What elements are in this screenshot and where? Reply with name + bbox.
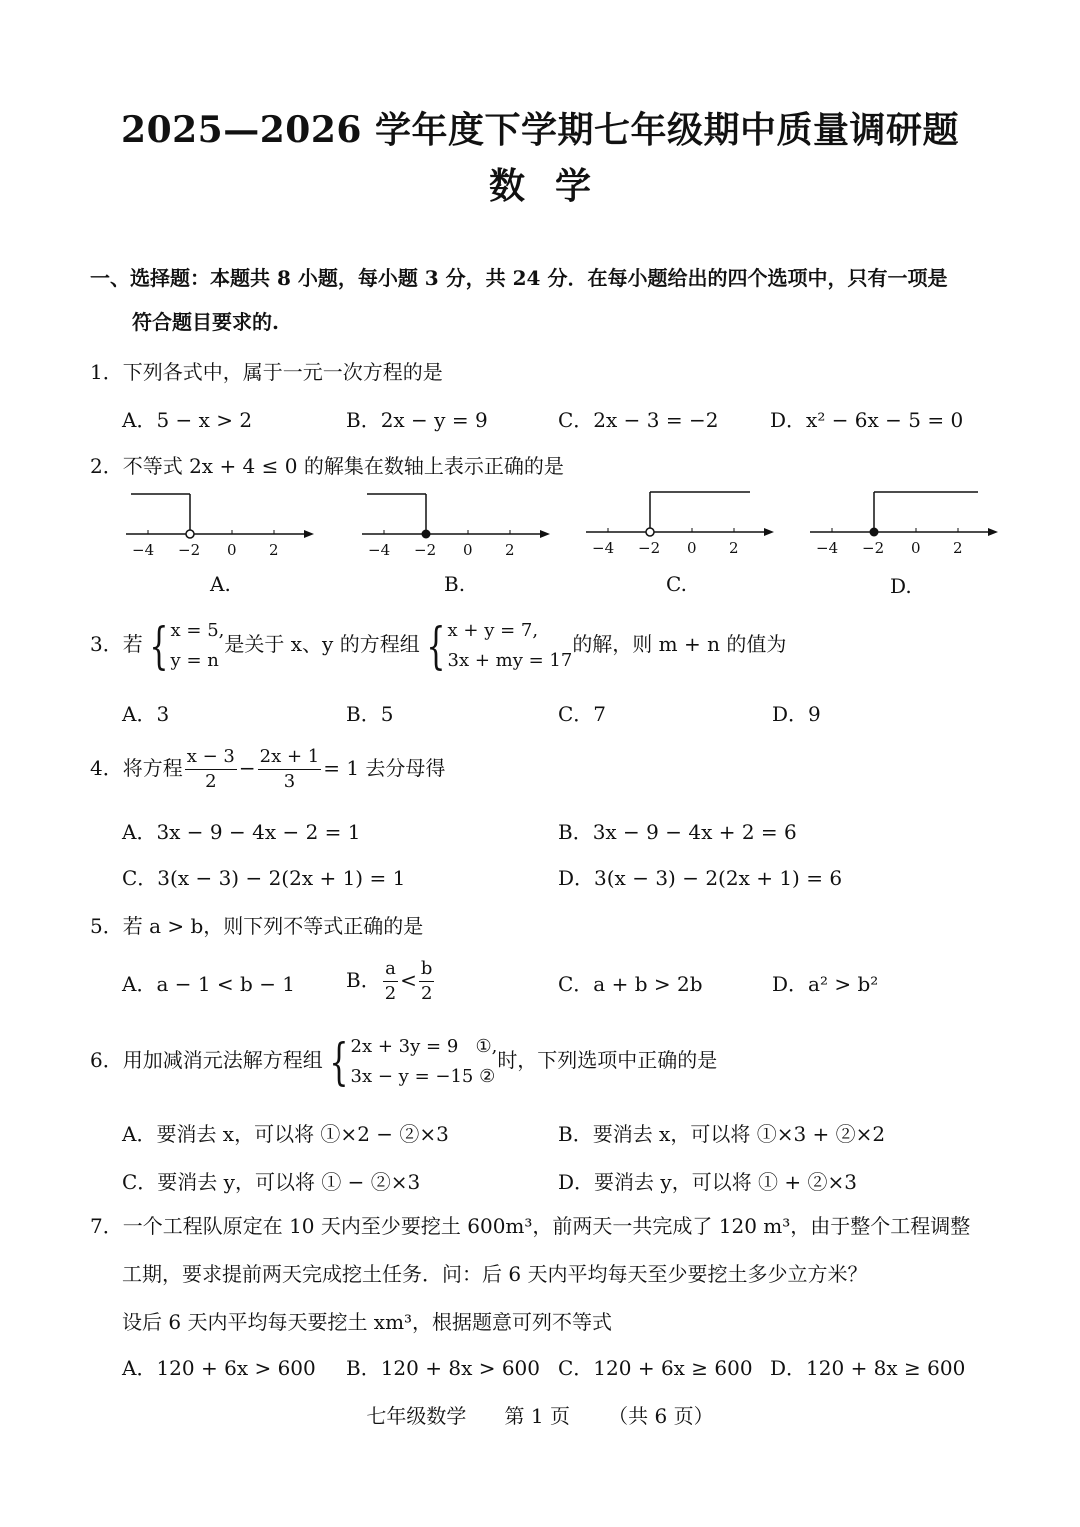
tick-label: 2	[505, 541, 515, 559]
brace-icon: {	[426, 616, 446, 675]
q5-option-d: D．a² > b²	[772, 972, 879, 996]
q7-option-d: D．120 + 8x ≥ 600	[770, 1356, 966, 1380]
q1-option-a: A．5 − x > 2	[122, 408, 253, 432]
brace-icon: {	[329, 1032, 349, 1091]
q4-suffix: = 1 去分母得	[323, 756, 446, 780]
q3-option-b: B．5	[346, 702, 394, 726]
number-line-d	[802, 484, 1012, 564]
number-line-a	[118, 486, 328, 566]
q4-option-b: B．3x − 9 − 4x + 2 = 6	[558, 820, 797, 844]
q5-option-b: B． $\frac{a}{2}$ < $\frac{b}{2}$	[346, 958, 433, 1004]
section-heading-line1: 一、选择题：本题共 8 小题，每小题 3 分，共 24 分．在每小题给出的四个选项中，只有一项是	[90, 266, 948, 290]
q3-option-a: A．3	[122, 702, 170, 726]
q2-stem: 2．不等式 2x + 4 ≤ 0 的解集在数轴上表示正确的是	[90, 454, 564, 478]
section-heading-line2: 符合题目要求的.	[132, 310, 279, 334]
q7-line-1: 7．一个工程队原定在 10 天内至少要挖土 600m³，前两天一共完成了 120 m³，由于整个工程调整	[90, 1214, 971, 1238]
q4-option-c: C．3(x − 3) − 2(2x + 1) = 1	[122, 866, 406, 890]
q4-stem	[90, 742, 445, 794]
q3-prefix: 3．若	[90, 632, 143, 656]
tick-label: 0	[227, 541, 237, 559]
tick-label: −2	[638, 539, 661, 557]
number-line-c	[578, 484, 788, 564]
brace-icon: {	[149, 616, 169, 675]
q6-option-b: B．要消去 x，可以将 ①×3 + ②×2	[558, 1122, 886, 1146]
q3-suffix: 的解，则 m + n 的值为	[572, 632, 787, 656]
q6-system: 2x + 3y = 9 ①, 3x − y = −15 ②	[350, 1035, 498, 1087]
q6-option-a: A．要消去 x，可以将 ①×2 − ②×3	[122, 1122, 449, 1146]
figure-label-b: B.	[444, 572, 466, 596]
tick-label: 2	[953, 539, 963, 557]
tick-label: −4	[592, 539, 615, 557]
number-line-b	[354, 486, 564, 566]
q4-fraction-2: $\frac{2x + 1}{3}$	[259, 746, 320, 792]
q4-prefix: 4．将方程	[90, 756, 183, 780]
tick-label: 0	[687, 539, 697, 557]
tick-label: 0	[911, 539, 921, 557]
q6-prefix: 6．用加减消元法解方程组	[90, 1048, 323, 1072]
q3-option-d: D．9	[772, 702, 821, 726]
figure-label-c: C.	[666, 572, 687, 596]
q5-option-c: C．a + b > 2b	[558, 972, 703, 996]
tick-label: −2	[414, 541, 437, 559]
tick-label: 2	[729, 539, 739, 557]
q7-option-c: C．120 + 6x ≥ 600	[558, 1356, 753, 1380]
tick-label: −4	[368, 541, 391, 559]
tick-label: −2	[178, 541, 201, 559]
tick-label: 0	[463, 541, 473, 559]
page-footer: 七年级数学 第 1 页 （共 6 页）	[366, 1404, 714, 1428]
q1-option-b: B．2x − y = 9	[346, 408, 488, 432]
q6-stem	[90, 1030, 717, 1092]
figure-label-d: D.	[890, 574, 912, 598]
tick-label: −4	[132, 541, 155, 559]
q1-stem: 1．下列各式中，属于一元一次方程的是	[90, 360, 443, 384]
q3-middle: 是关于 x、y 的方程组	[224, 632, 420, 656]
q4-option-d: D．3(x − 3) − 2(2x + 1) = 6	[558, 866, 843, 890]
q5-option-a: A．a − 1 < b − 1	[122, 972, 296, 996]
q3-option-c: C．7	[558, 702, 607, 726]
q3-system-2: x + y = 7, 3x + my = 17	[447, 619, 573, 671]
exam-title: 2025—2026 学年度下学期七年级期中质量调研题	[121, 109, 959, 151]
q3-stem	[90, 614, 786, 676]
tick-label: −2	[862, 539, 885, 557]
q1-option-d: D．x² − 6x − 5 = 0	[770, 408, 964, 432]
q6-option-c: C．要消去 y，可以将 ① − ②×3	[122, 1170, 421, 1194]
q6-suffix: 时，下列选项中正确的是	[497, 1048, 718, 1072]
exam-subject: 数学	[488, 165, 621, 207]
figure-label-a: A.	[210, 572, 231, 596]
q5-stem: 5．若 a > b，则下列不等式正确的是	[90, 914, 424, 938]
q7-line-2: 工期，要求提前两天完成挖土任务．问：后 6 天内平均每天至少要挖土多少立方米？	[122, 1262, 868, 1286]
q4-fraction-1: $\frac{x - 3}{2}$	[186, 746, 235, 792]
tick-label: −4	[816, 539, 839, 557]
q3-system-1: x = 5, y = n	[170, 619, 225, 671]
q7-line-3: 设后 6 天内平均每天要挖土 xm³，根据题意可列不等式	[122, 1310, 613, 1334]
q6-option-d: D．要消去 y，可以将 ① + ②×3	[558, 1170, 858, 1194]
q7-option-b: B．120 + 8x > 600	[346, 1356, 540, 1380]
q4-option-a: A．3x − 9 − 4x − 2 = 1	[122, 820, 361, 844]
q7-option-a: A．120 + 6x > 600	[122, 1356, 316, 1380]
q1-option-c: C．2x − 3 = −2	[558, 408, 719, 432]
q4-minus: −	[238, 756, 256, 780]
tick-label: 2	[269, 541, 279, 559]
